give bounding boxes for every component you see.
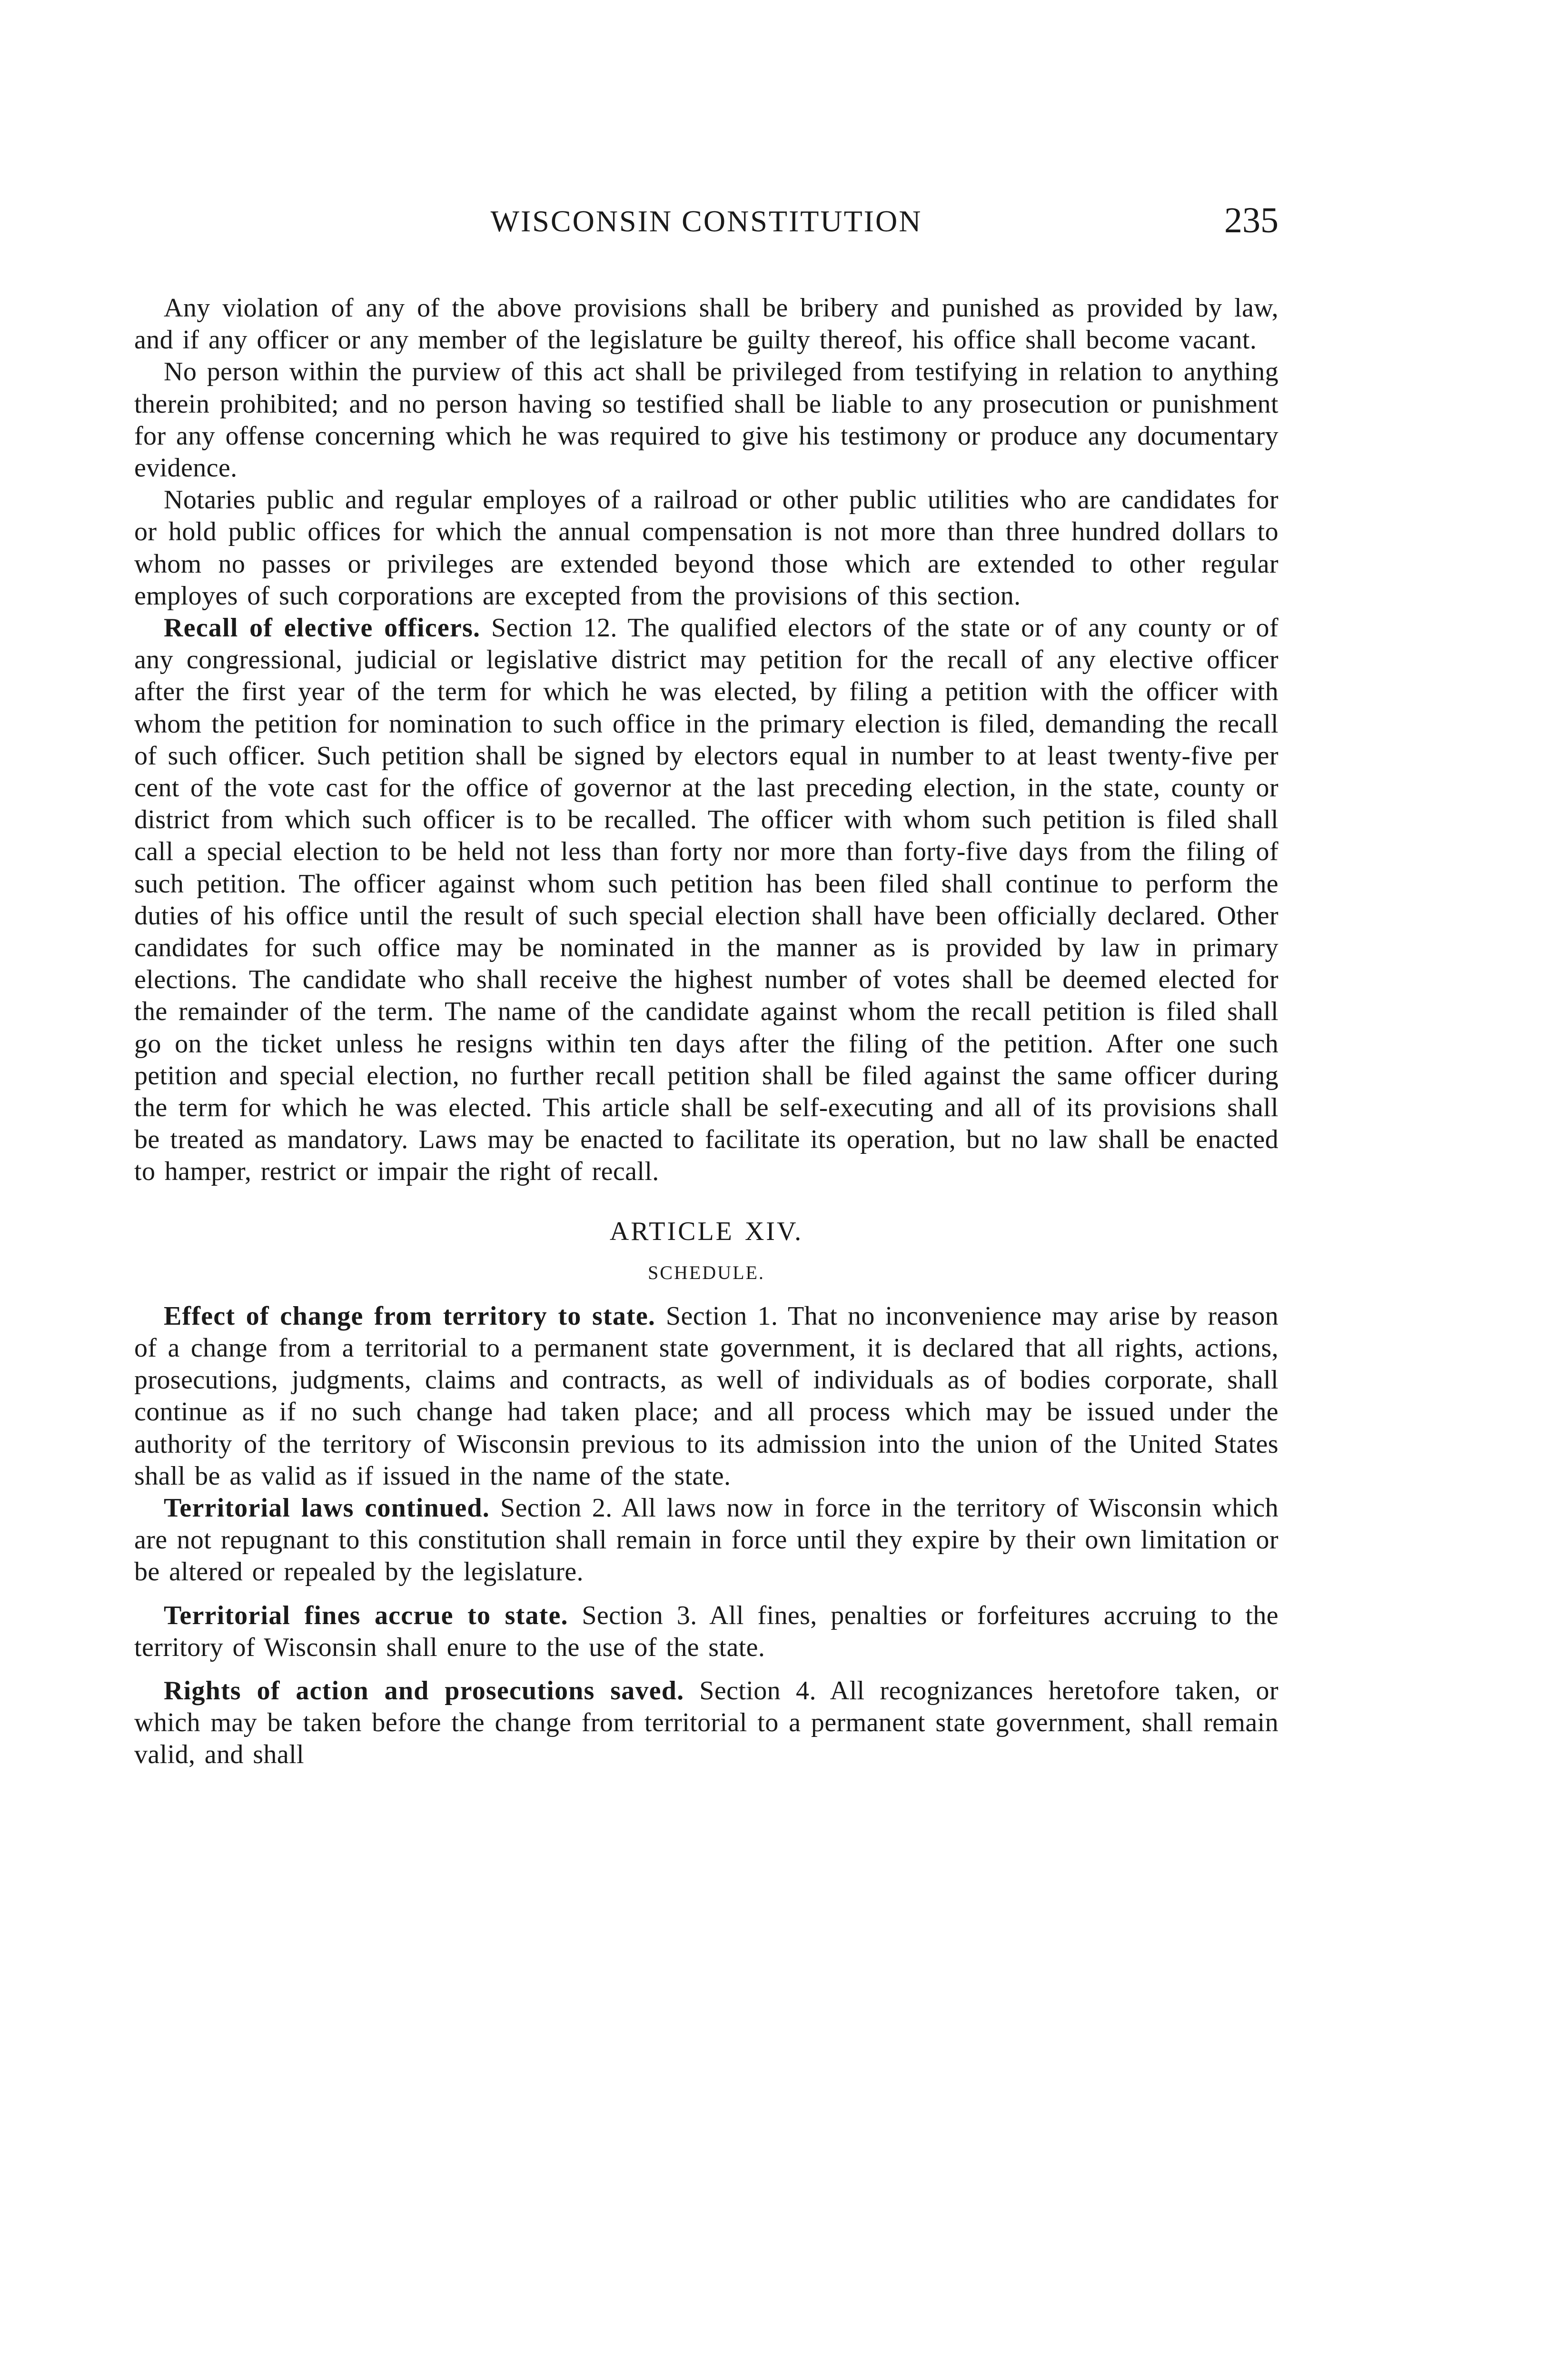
paragraph-territorial-fines bbox=[134, 1600, 1278, 1664]
section-heading: Territorial laws continued. bbox=[164, 1493, 490, 1523]
paragraph-text: Section 1. That no inconvenience may arise by reason of a change from a territorial to a permanent state government, it is declared that all rights, actions, prosecutions, judgments, claims and contracts, as well of individuals as of bodies corporate, shall continue as if no such change had taken place; and all process which may be issued under the authority of the territory of Wisconsin previous to its admission into the union of the United States shall be as valid as if issued in the name of the state. bbox=[134, 1301, 1278, 1491]
article-title: ARTICLE XIV. bbox=[609, 1216, 803, 1246]
section-heading: Effect of change from territory to state. bbox=[164, 1301, 656, 1331]
section-heading: Rights of action and prosecutions saved. bbox=[164, 1676, 684, 1706]
running-title: WISCONSIN CONSTITUTION bbox=[490, 204, 922, 238]
section-heading: Territorial fines accrue to state. bbox=[164, 1600, 568, 1630]
paragraph-notaries-exception bbox=[134, 484, 1278, 612]
paragraph-text: Section 3. All fines, penalties or forfeitures accruing to the territory of Wisconsin shall enure to the use of the state. bbox=[134, 1600, 1278, 1662]
paragraph-bribery-penalty bbox=[134, 292, 1278, 356]
running-header bbox=[134, 200, 1278, 252]
body-text bbox=[134, 292, 1278, 1771]
page-number: 235 bbox=[1224, 200, 1278, 240]
paragraph-rights-of-action bbox=[134, 1675, 1278, 1771]
paragraph-testimony-privilege bbox=[134, 356, 1278, 484]
paragraph-recall-of-elective-officers bbox=[134, 612, 1278, 1188]
paragraph-text: Section 12. The qualified electors of the state or of any county or of any congressional, judicial or legislative district may petition for the recall of any elective officer after the first year of the term for which he was elected, by filing a petition with the officer with whom the petition for nomination to such office in the primary election is filed, demanding the recall of such officer. Such petition shall be signed by electors equal in number to at least twenty-five per cent of the vote cast for the office of governor at the last preceding election, in the state, county or district from which such officer is to be recalled. The officer with whom such petition is filed shall call a special election to be held not less than forty nor more than forty-five days from the filing of such petition. The officer against whom such petition has been filed shall continue to perform the duties of his office until the result of such special election shall have been officially declared. Other candidates for such office may be nominated in the manner as is provided by law in primary elections. The candidate who shall receive the highest number of votes shall be deemed elected for the remainder of the term. The name of the candidate against whom the recall petition is filed shall go on the ticket unless he resigns within ten days after the filing of the petition. After one such petition and special election, no further recall petition shall be filed against the same officer during the term for which he was elected. This article shall be self-executing and all of its provisions shall be treated as mandatory. Laws may be enacted to facilitate its operation, but no law shall be enacted to hamper, restrict or impair the right of recall. bbox=[134, 613, 1279, 1187]
paragraph-text: Section 2. All laws now in force in the territory of Wisconsin which are not repugnant to this constitution shall remain in force until they expire by their own limitation or be altered or repealed by the legislature. bbox=[134, 1493, 1278, 1587]
paragraph-territorial-laws bbox=[134, 1492, 1278, 1588]
section-heading: Recall of elective officers. bbox=[164, 613, 481, 643]
paragraph-text: Any violation of any of the above provisions shall be bribery and punished as provided by law, and if any officer or any member of the legislature be guilty thereof, his office shall become vacant. bbox=[134, 293, 1278, 355]
article-subtitle: SCHEDULE. bbox=[648, 1261, 765, 1283]
paragraph-effect-of-change bbox=[134, 1300, 1278, 1492]
paragraph-text: Section 4. All recognizances heretofore taken, or which may be taken before the change from territorial to a permanent state government, shall remain valid, and shall bbox=[134, 1676, 1278, 1770]
paragraph-text: No person within the purview of this act shall be privileged from testifying in relation to anything therein prohibited; and no person having so testified shall be liable to any prosecution or punishment for any offense concerning which he was required to give his testimony or produce any documentary evidence. bbox=[134, 357, 1278, 483]
paragraph-text: Notaries public and regular employes of a railroad or other public utilities who are candidates for or hold public offices for which the annual compensation is not more than three hundred dollars to whom no passes or privileges are extended beyond those which are extended to other regular employes of such corporations are excepted from the provisions of this section. bbox=[134, 485, 1278, 611]
